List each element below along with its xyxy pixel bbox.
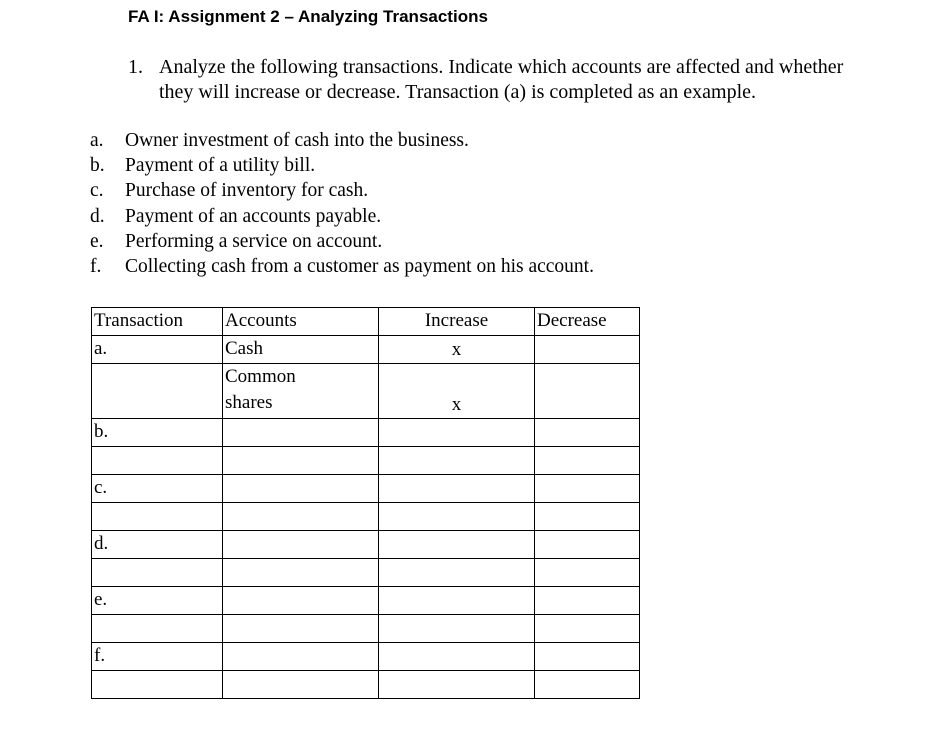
list-item-text: Payment of an accounts payable. [125, 205, 382, 227]
table-row [92, 475, 640, 503]
table-cell [535, 559, 640, 587]
table-cell [223, 531, 379, 559]
table-cell [379, 559, 535, 587]
table-cell [379, 643, 535, 671]
list-item-letter: d. [90, 205, 105, 227]
table-cell [223, 559, 379, 587]
table-cell [535, 475, 640, 503]
table-cell [223, 643, 379, 671]
table-row [92, 671, 640, 699]
list-item-letter: b. [90, 155, 105, 177]
table-cell: x [379, 336, 535, 364]
list-item-text: Performing a service on account. [125, 230, 383, 252]
question-number: 1. [128, 56, 143, 78]
table-cell [535, 503, 640, 531]
table-cell [92, 671, 223, 699]
table-cell [535, 615, 640, 643]
table-cell [379, 475, 535, 503]
table-cell [223, 447, 379, 475]
table-cell: f. [92, 643, 223, 671]
table-cell [223, 475, 379, 503]
table-cell [223, 419, 379, 447]
list-item-text: Owner investment of cash into the business. [125, 130, 469, 151]
table-cell [223, 615, 379, 643]
table-cell [535, 336, 640, 364]
table-cell [92, 559, 223, 587]
table-cell [535, 531, 640, 559]
table-cell [535, 364, 640, 419]
header-cell: Accounts [223, 308, 379, 336]
table-cell: e. [92, 587, 223, 615]
table-row [92, 447, 640, 475]
table-header-row [92, 308, 640, 336]
table-cell [92, 615, 223, 643]
table-row [92, 419, 640, 447]
table-cell [223, 503, 379, 531]
header-cell: Transaction [92, 308, 223, 336]
table-cell [535, 447, 640, 475]
table-row [92, 364, 640, 419]
header-cell: Decrease [535, 308, 640, 336]
table-row [92, 503, 640, 531]
table-cell [379, 587, 535, 615]
table-cell: x [379, 364, 535, 419]
table-cell: d. [92, 531, 223, 559]
transactions-table [91, 307, 640, 699]
table-cell [535, 643, 640, 671]
page-title: FA I: Assignment 2 – Analyzing Transactions [128, 7, 488, 26]
table-cell [92, 364, 223, 419]
table-cell [535, 671, 640, 699]
table-cell [379, 671, 535, 699]
table-cell [223, 587, 379, 615]
question-line-1: Analyze the following transactions. Indicate which accounts are affected and whether [159, 56, 844, 78]
table-row [92, 587, 640, 615]
table-cell [379, 447, 535, 475]
list-item-letter: a. [90, 130, 104, 151]
table-cell [379, 615, 535, 643]
list-item-text: Payment of a utility bill. [125, 155, 316, 177]
list-item-text: Purchase of inventory for cash. [125, 180, 369, 202]
table-cell [535, 419, 640, 447]
table-row [92, 336, 640, 364]
table-cell [92, 447, 223, 475]
table-cell [379, 419, 535, 447]
table-cell: Cash [223, 336, 379, 364]
list-item-letter: f. [90, 256, 102, 277]
list-item-letter: c. [90, 180, 104, 202]
table-cell [379, 531, 535, 559]
table-cell: a. [92, 336, 223, 364]
table-row [92, 643, 640, 671]
list-item-text: Collecting cash from a customer as payment on his account. [125, 256, 594, 277]
table-row [92, 531, 640, 559]
header-cell: Increase [379, 308, 535, 336]
table-cell: b. [92, 419, 223, 447]
question-line-2: they will increase or decrease. Transaction (a) is completed as an example. [159, 81, 757, 103]
list-item-letter: e. [90, 230, 104, 252]
table-cell [223, 671, 379, 699]
table-cell: Common shares [223, 364, 379, 419]
table-row [92, 559, 640, 587]
table-cell [379, 503, 535, 531]
table-cell [92, 503, 223, 531]
table-cell [535, 587, 640, 615]
table-cell: c. [92, 475, 223, 503]
table-row [92, 615, 640, 643]
